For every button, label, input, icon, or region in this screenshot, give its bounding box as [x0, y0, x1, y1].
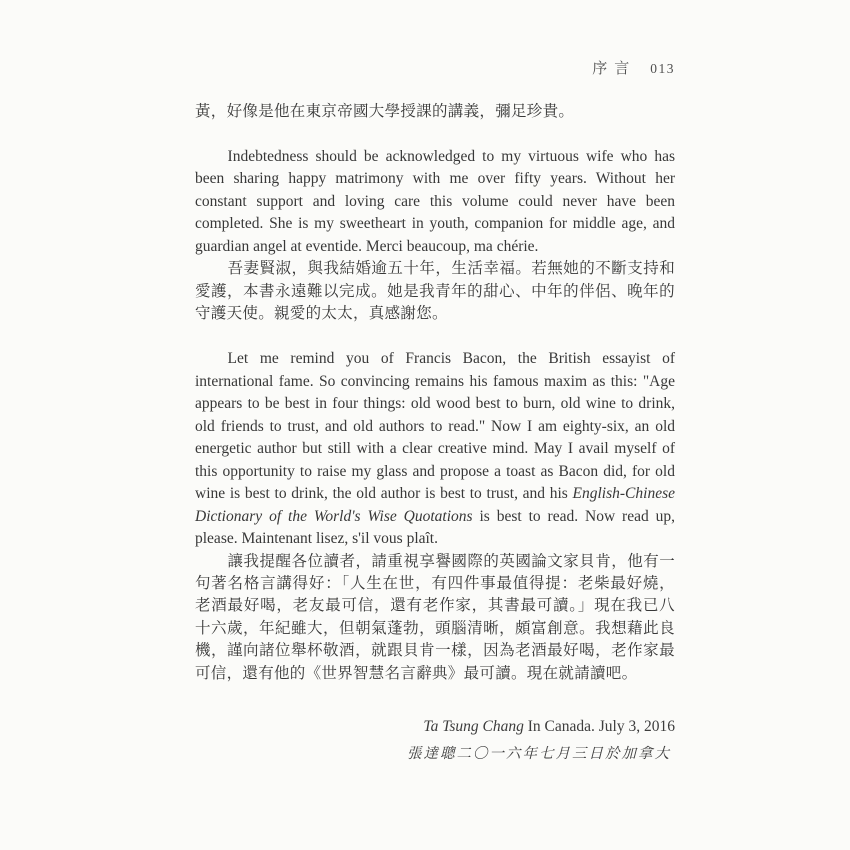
page-content	[195, 58, 675, 764]
paragraph-zh-bacon-toast: 讓我提醒各位讀者，請重視享譽國際的英國論文家貝肯，他有一句著名格言講得好：「人生在世，有四件事最值得提：老柴最好燒，老酒最好喝，老友最可信，還有老作家，其書最可讀。」現在我已八十六歲，年紀雖大，但朝氣蓬勃，頭腦清晰，頗富創意。我想藉此良機，謹向諸位舉杯敬酒，就跟貝肯一樣，因為老酒最好喝，老作家最可信，還有他的《世界智慧名言辭典》最可讀。現在就請讀吧。	[195, 552, 675, 682]
paragraph-en-bacon-toast	[195, 348, 675, 551]
running-header	[195, 58, 675, 80]
signature-line-chinese: 張達聰二〇一六年七月三日於加拿大	[407, 746, 671, 763]
paragraph-zh-wife-acknowledgement: 吾妻賢淑，與我結婚逾五十年，生活幸福。若無她的不斷支持和愛護，本書永遠難以完成。她是我青年的甜心、中年的伴侶、晚年的守護天使。親愛的太太，真感謝您。	[195, 260, 675, 323]
signature-line-english	[195, 716, 675, 738]
section-title: 序言	[592, 61, 637, 77]
dictionary-book-title: English-Chinese Dictionary of the World's Wise Quotations	[195, 485, 675, 525]
bacon-text-after-title: is best to read. Now read up, please. Maintenant lisez, s'il vous plaît.	[195, 507, 676, 548]
signature-location-date: In Canada. July 3, 2016	[523, 718, 675, 736]
paragraph-zh-continuation: 黃，好像是他在東京帝國大學授課的講義，彌足珍貴。	[195, 103, 575, 120]
author-name-romanized: Ta Tsung Chang	[423, 718, 524, 736]
signature-block	[195, 716, 675, 764]
bacon-text-before-title: Let me remind you of Francis Bacon, the British essayist of international fame. So convincing remains his famous maxim as this: "Age appears to be best in four things: old wood best to burn, old wine to drink, old friends to trust, and old authors to read." Now I am eighty-six, an old energetic author but still with a clear creative mind. May I avail myself of this opportunity to raise my glass and propose a toast as Bacon did, for old wine is best to drink, the old author is best to trust, and his	[195, 350, 675, 503]
paragraph-en-wife-acknowledgement: Indebtedness should be acknowledged to my virtuous wife who has been sharing happy matrimony with me over fifty years. Without her constant support and loving care this volume could never have been completed. She is my sweetheart in youth, companion for middle age, and guardian angel at eventide. Merci beaucoup, ma chérie.	[195, 147, 675, 255]
page-number: 013	[650, 61, 675, 76]
